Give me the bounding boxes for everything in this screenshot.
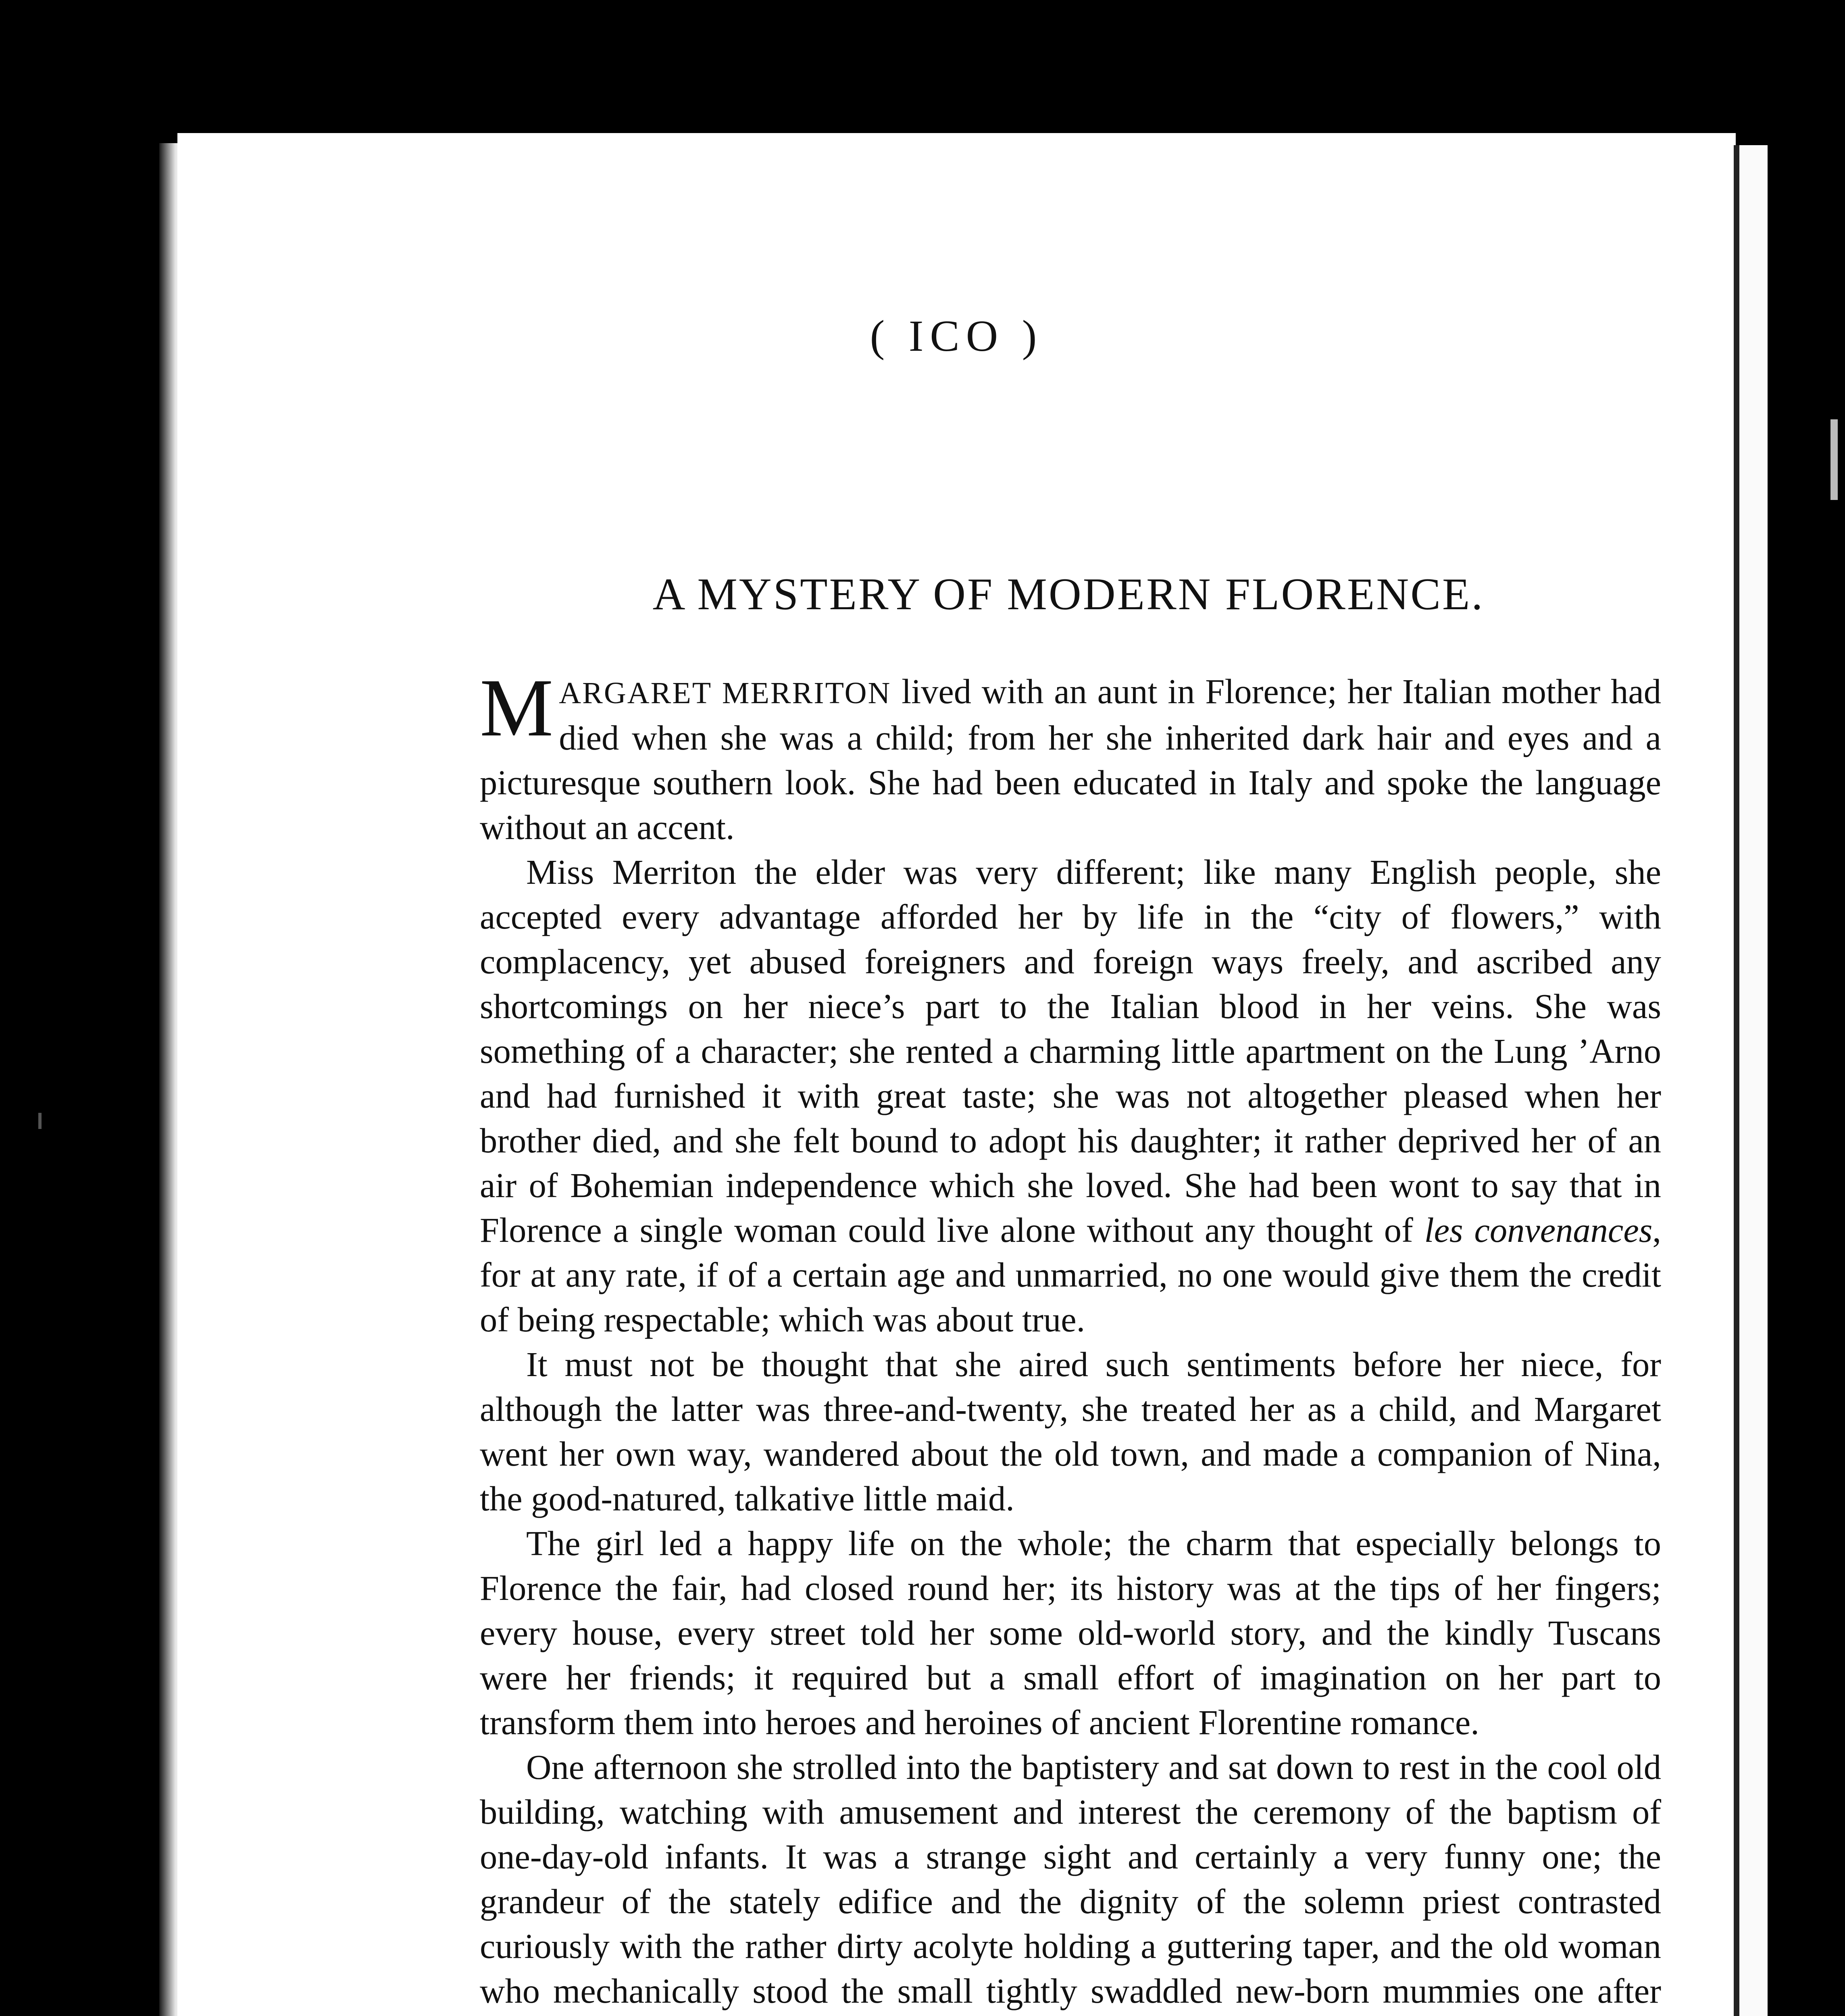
paragraph-text: lived with an aunt in Florence; her Italian mother had died when she was a child; from her she inherited dark hair and eyes and a picturesque southern look. She had been educated in Italy and spoke the language without an accent. — [480, 672, 1661, 847]
paragraph: One afternoon she strolled into the baptistery and sat down to rest in the cool old building, watching with amusement and interest the ceremony of the baptism of one-day-old infants. It was a strange sight and certainly a very funny one; the grandeur of the stately edifice and the dignity of the solemn priest contrasted curiously with the rather dirty acolyte holding a guttering taper, and the old woman who mechanically stood the small tightly swaddled new-born mummies one after — [480, 1748, 1661, 2010]
body-text — [480, 662, 1661, 2016]
scan-speck — [38, 1113, 42, 1129]
drop-cap: M — [480, 662, 554, 754]
next-page-edge — [1734, 145, 1768, 2016]
paragraph — [480, 850, 1661, 1342]
page-number-header: ( ICO ) — [870, 311, 1043, 360]
italic-phrase: les convenances — [1424, 1211, 1653, 1250]
paragraph — [480, 662, 1661, 850]
small-caps-opening: ARGARET MERRITON — [559, 676, 891, 710]
paragraph-text: Miss Merriton the elder was very different; like many English people, she accepted every advantage afforded her by life in the “city of flowers,” with complacency, yet abused foreigners and foreign ways freely, and ascribed any shortcomings on her niece’s part to the Italian blood in her veins. She was something of a character; she rented a charming little apartment on the Lung ’Arno and had furnished it with great taste; she was not altogether pleased when her brother died, and she felt bound to adopt his daughter; it rather deprived her of an air of Bohemian independence which she loved. She had been wont to say that in Florence a single woman could live alone without any thought of — [480, 853, 1661, 1250]
paragraph-text: , for at any rate, if of a certain age and unmarried, no one would give them the credit of being respectable; which was about true. — [480, 1211, 1661, 1339]
paragraph: The girl led a happy life on the whole; the charm that especially belongs to Florence the fair, had closed round her; its history was at the tips of her fingers; every house, every street told her some old-world story, and the kindly Tuscans were her friends; it required but a small effort of imagination on her part to transform them into heroes and heroines of ancient Florentine romance. — [480, 1524, 1661, 1742]
paragraph: It must not be thought that she aired such sentiments before her niece, for although the latter was three-and-twenty, she treated her as a child, and Margaret went her own way, wandered about the old town, and made a companion of Nina, the good-natured, talkative little maid. — [480, 1345, 1661, 1518]
scan-speck — [1830, 419, 1838, 500]
story-title: A MYSTERY OF MODERN FLORENCE. — [652, 569, 1485, 619]
